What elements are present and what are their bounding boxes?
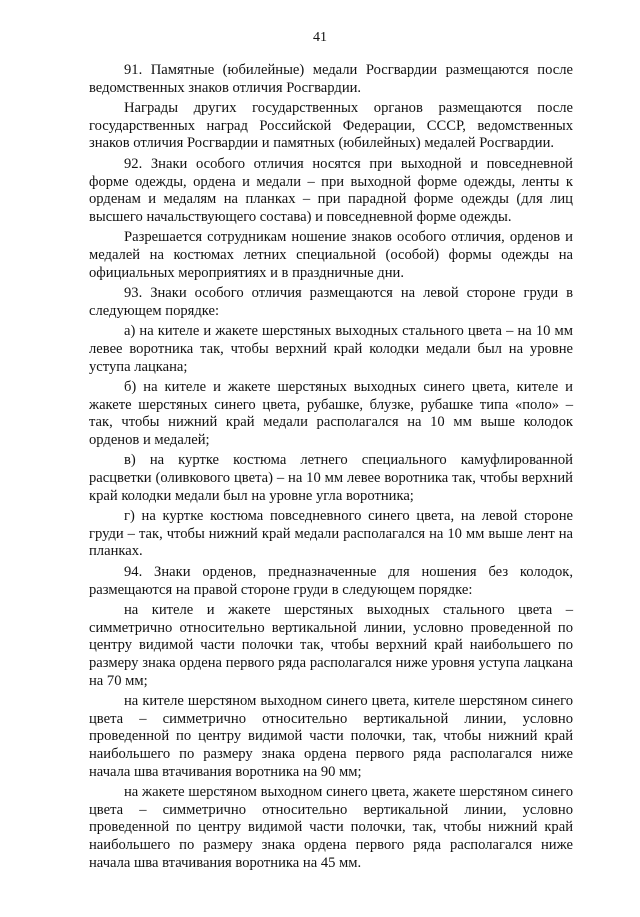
- paragraph-other-awards: Награды других государственных органов размещаются после государственных наград Российской Федерации, СССР, ведомственных знаков отличия Росгвардии и памятных (юбилейных) медалей Росгвардии.: [89, 100, 573, 152]
- paragraph-94-steel-jacket: на кителе и жакете шерстяных выходных стального цвета – симметрично относительно вертикальной линии, условно проведенной по центру видимой части полочки так, чтобы верхний край наибольшего по размеру знака ордена первого ряда располагался ниже уровня уступа лацкана на 70 мм;: [89, 602, 573, 689]
- document-body: [89, 62, 573, 875]
- paragraph-93-g: г) на куртке костюма повседневного синего цвета, на левой стороне груди – так, чтобы нижний край медали располагался на 10 мм выше лент на планках.: [89, 508, 573, 560]
- paragraph-91: 91. Памятные (юбилейные) медали Росгвардии размещаются после ведомственных знаков отличия Росгвардии.: [89, 62, 573, 96]
- page-number: 41: [313, 30, 327, 45]
- paragraph-94-blue-tunic: на кителе шерстяном выходном синего цвета, кителе шерстяном синего цвета – симметрично относительно вертикальной линии, условно проведенной по центру видимой части полочки, так, чтобы нижний край наибольшего по размеру знака ордена первого ряда располагался ниже начала шва втачивания воротника на 90 мм;: [89, 693, 573, 780]
- paragraph-summer-costumes: Разрешается сотрудникам ношение знаков особого отличия, орденов и медалей на костюмах летних специальной (особой) формы одежды на официальных мероприятиях и в праздничные дни.: [89, 229, 573, 281]
- paragraph-94-blue-jacket: на жакете шерстяном выходном синего цвета, жакете шерстяном синего цвета – симметрично относительно вертикальной линии, условно проведенной по центру видимой части полочки, так, чтобы нижний край наибольшего по размеру знака ордена первого ряда располагался ниже начала шва втачивания воротника на 45 мм.: [89, 784, 573, 871]
- paragraph-93-a: а) на кителе и жакете шерстяных выходных стального цвета – на 10 мм левее воротника так, чтобы верхний край колодки медали был на уровне уступа лацкана;: [89, 323, 573, 375]
- paragraph-93-b: б) на кителе и жакете шерстяных выходных синего цвета, кителе и жакете шерстяных синего цвета, рубашке, блузке, рубашке типа «поло» – так, чтобы нижний край медали располагался на 10 мм выше колодок орденов и медалей;: [89, 379, 573, 448]
- paragraph-93: 93. Знаки особого отличия размещаются на левой стороне груди в следующем порядке:: [89, 285, 573, 319]
- paragraph-93-v: в) на куртке костюма летнего специального камуфлированной расцветки (оливкового цвета) – на 10 мм левее воротника так, чтобы верхний край колодки медали был на уровне угла воротника;: [89, 452, 573, 504]
- paragraph-92: 92. Знаки особого отличия носятся при выходной и повседневной форме одежды, ордена и медали – при выходной форме одежды, ленты к орденам и медалям на планках – при парадной форме одежды (для лиц высшего начальствующего состава) и повседневной форме одежды.: [89, 155, 573, 225]
- paragraph-94: 94. Знаки орденов, предназначенные для ношения без колодок, размещаются на правой стороне груди в следующем порядке:: [89, 564, 573, 598]
